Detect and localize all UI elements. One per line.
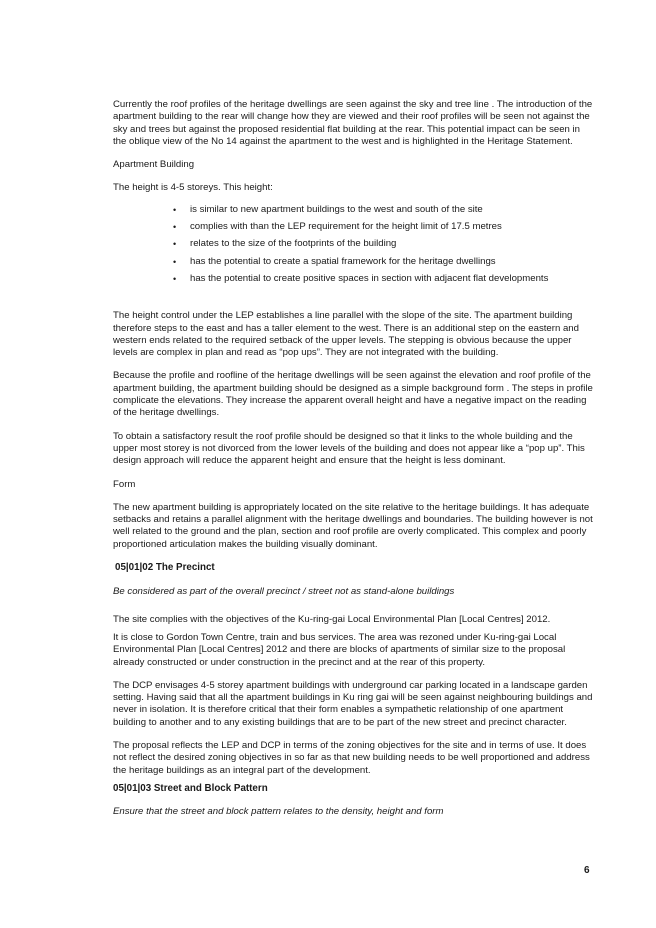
paragraph-close: It is close to Gordon Town Centre, train and bus services. The area was rezoned under Ku-ring-gai Local Environmental Plan [Local Centres] 2012 and there are blocks of apartments of similar size to the proposal already constructed or under construction in the precinct and at the rear of this property. (113, 631, 566, 668)
street-objective: Ensure that the street and block pattern relates to the density, height and form (113, 806, 444, 818)
document-body (113, 99, 593, 833)
paragraph-dcp: The DCP envisages 4-5 storey apartment buildings with underground car parking located in a landscape garden setting. Having said that all the apartment buildings in Ku ring gai will be seen against neighbouring buildings and never in isolation. It is therefore critical that their form enables a sympathetic relationship of one apartment building to another and to any existing buildings that are to be part of the new street and precinct character. (113, 679, 593, 728)
bullet-icon: • (173, 222, 177, 233)
page-number: 6 (584, 865, 590, 876)
bullet-item: • is similar to new apartment buildings to the west and south of the site (173, 203, 483, 215)
paragraph-roof-profiles: Currently the roof profiles of the heritage dwellings are seen against the sky and tree line . The introduction of the apartment building to the rear will change how they are viewed and their roof profiles will be seen not against the sky and trees but against the proposed residential flat building at the rear. This potential impact can be seen in the oblique view of the No 14 against the apartment to the west and is highlighted in the Heritage Statement. (113, 99, 593, 147)
bullet-item: • has the potential to create positive spaces in section with adjacent flat developments (173, 272, 549, 284)
height-intro: The height is 4-5 storeys. This height: (113, 182, 273, 194)
height-bullet-list (113, 204, 593, 290)
paragraph-result: To obtain a satisfactory result the roof profile should be designed so that it links to the whole building and the upper most storey is not divorced from the lower levels of the building and does not appear like a “pop up”. This design approach will reduce the apparent height and ensure that the height is less dominant. (113, 430, 585, 467)
bullet-icon: • (173, 273, 177, 284)
bullet-item: • relates to the size of the footprints of the building (173, 238, 397, 250)
bullet-icon: • (173, 256, 177, 267)
bullet-item: • has the potential to create a spatial framework for the heritage dwellings (173, 255, 496, 267)
paragraph-proposal: The proposal reflects the LEP and DCP in terms of the zoning objectives for the site and in terms of use. It does not reflect the desired zoning objectives in so far as that new building needs to be well proportioned and address the heritage buildings as an integral part of the development. (113, 739, 590, 776)
paragraph-height-control: The height control under the LEP establishes a line parallel with the slope of the site. The apartment building therefore steps to the east and has a taller element to the west. There is an additional step on the eastern and western ends related to the required setback of the upper levels. The stepping is obvious because the upper levels are complex in plan and read as “pop ups”. They are not integrated with the building. (113, 310, 579, 359)
bullet-item: • complies with than the LEP requirement for the height limit of 17.5 metres (173, 221, 502, 233)
section-heading-precinct: 05|01|02 The Precinct (115, 562, 215, 574)
section-heading-street: 05|01|03 Street and Block Pattern (113, 782, 268, 794)
subheading-form: Form (113, 478, 136, 490)
bullet-icon: • (173, 204, 177, 215)
paragraph-complies: The site complies with the objectives of the Ku-ring-gai Local Environmental Plan [Local Centres] 2012. (113, 613, 551, 625)
paragraph-form: The new apartment building is appropriately located on the site relative to the heritage buildings. It has adequate setbacks and retains a parallel alignment with the heritage dwellings and boundaries. The building however is not well related to the ground and the plan, section and roof profile are overly complicated. This complex and poorly proportioned articulation makes the building visually dominant. (113, 501, 593, 550)
precinct-objective: Be considered as part of the overall precinct / street not as stand-alone buildings (113, 586, 455, 598)
paragraph-profile: Because the profile and roofline of the heritage dwellings will be seen against the elevation and roof profile of the apartment building, the apartment building should be designed as a simple background form . The steps in profile complicate the elevations. They increase the apparent overall height and have a negative impact on the reading of the heritage dwellings. (113, 370, 593, 419)
subheading-apartment-building: Apartment Building (113, 159, 195, 171)
bullet-icon: • (173, 239, 177, 250)
